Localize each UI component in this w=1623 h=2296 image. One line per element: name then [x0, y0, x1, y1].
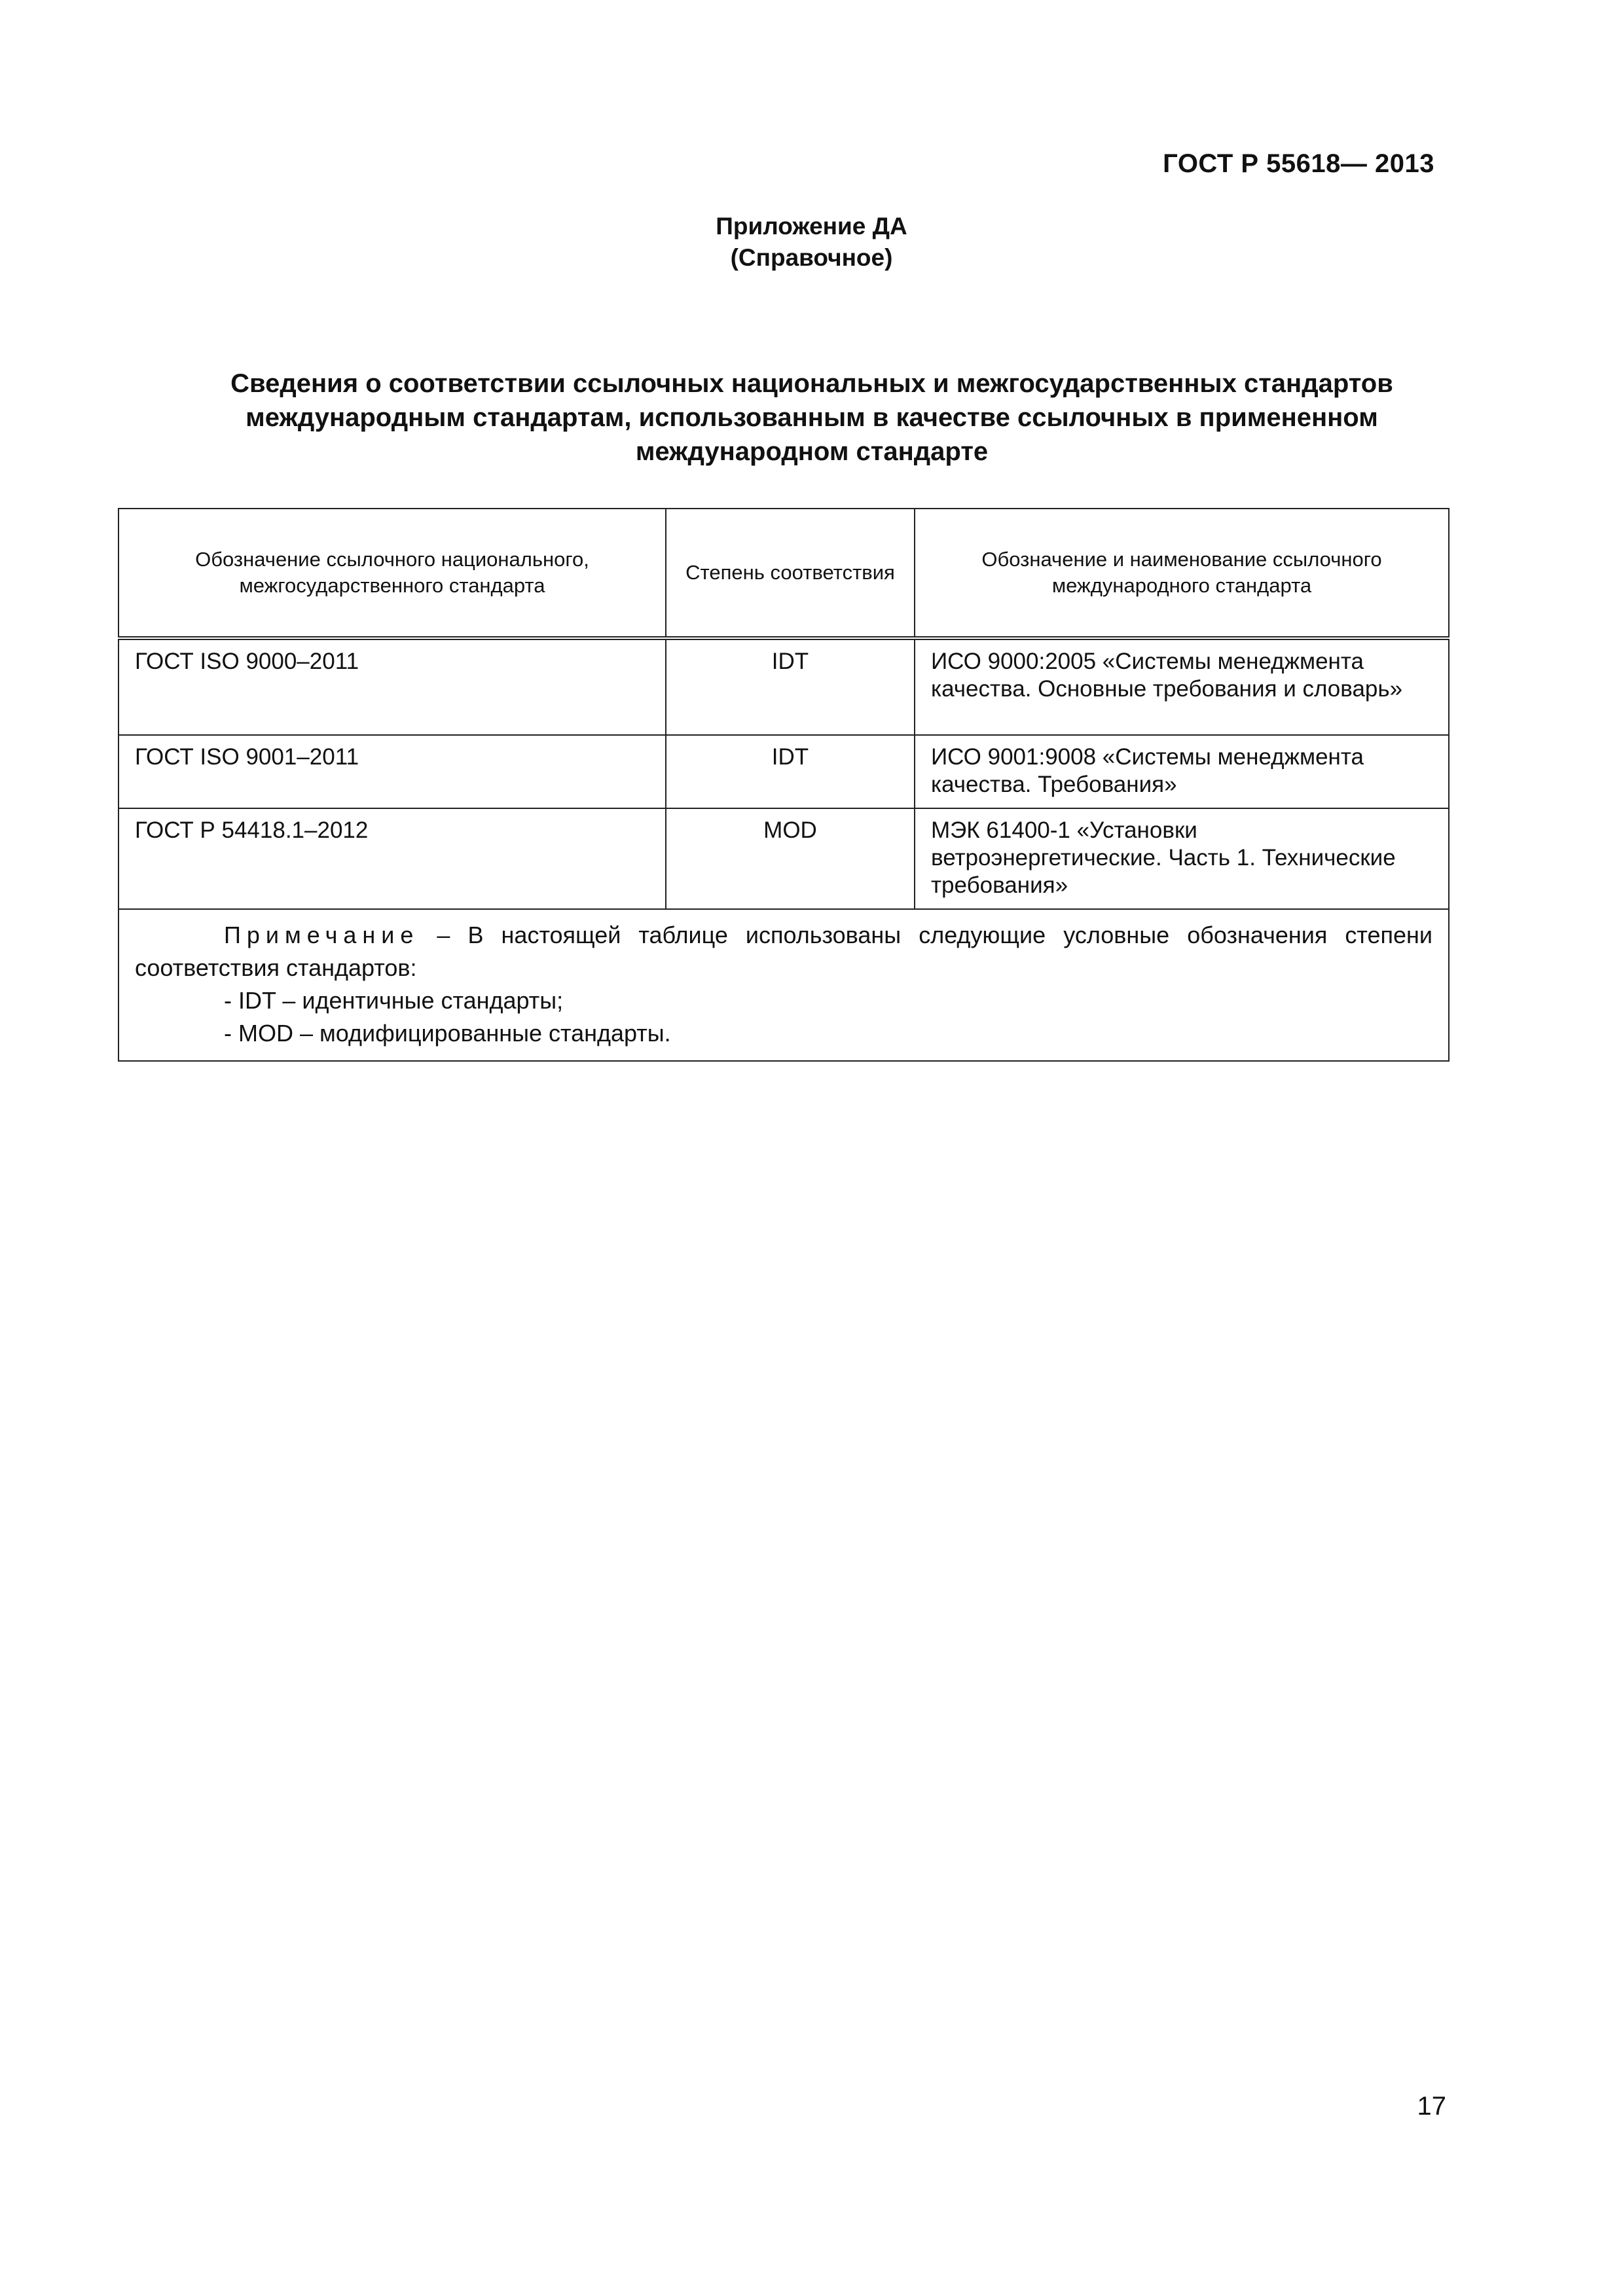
international-standard-cell: ИСО 9000:2005 «Системы менеджмента качества. Основные требования и словарь»	[915, 638, 1449, 735]
appendix-subtitle: (Справочное)	[730, 244, 893, 271]
table-row	[119, 808, 1449, 909]
degree-cell: MOD	[666, 808, 915, 909]
table-row	[119, 735, 1449, 808]
degree-cell: IDT	[666, 638, 915, 735]
note-list-item: - MOD – модифицированные стандарты.	[224, 1020, 671, 1047]
page-number: 17	[1417, 2092, 1446, 2121]
section-title	[118, 367, 1506, 469]
appendix-heading	[0, 211, 1623, 274]
international-standard-cell: ИСО 9001:9008 «Системы менеджмента качества. Требования»	[915, 735, 1449, 808]
standards-correspondence-table	[118, 508, 1450, 1062]
section-title-line: международном стандарте	[635, 437, 989, 466]
header-national-standard: Обозначение ссылочного национального, межгосударственного стандарта	[119, 509, 666, 638]
international-standard-cell: МЭК 61400-1 «Установки ветроэнергетические. Часть 1. Технические требования»	[915, 808, 1449, 909]
section-title-line: международным стандартам, использованным в качестве ссылочных в примененном	[246, 403, 1378, 432]
national-standard-cell: ГОСТ Р 54418.1–2012	[119, 808, 666, 909]
table-note-row	[119, 909, 1449, 1061]
table-note	[119, 909, 1449, 1061]
document-code: ГОСТ Р 55618— 2013	[1163, 149, 1434, 178]
header-international-standard: Обозначение и наименование ссылочного международного стандарта	[915, 509, 1449, 638]
header-degree: Степень соответствия	[666, 509, 915, 638]
appendix-title: Приложение ДА	[716, 213, 907, 240]
note-list-item: - IDT – идентичные стандарты;	[224, 987, 564, 1014]
note-text	[135, 919, 1432, 984]
table-row	[119, 638, 1449, 735]
table-header-row	[119, 509, 1449, 638]
national-standard-cell: ГОСТ ISO 9000–2011	[119, 638, 666, 735]
note-body: – В настоящей таблице использованы следующие условные обозначения степени соответствия стандартов:	[135, 922, 1432, 981]
national-standard-cell: ГОСТ ISO 9001–2011	[119, 735, 666, 808]
section-title-line: Сведения о соответствии ссылочных национальных и межгосударственных стандартов	[230, 369, 1393, 398]
note-label: Примечание	[224, 922, 420, 948]
degree-cell: IDT	[666, 735, 915, 808]
